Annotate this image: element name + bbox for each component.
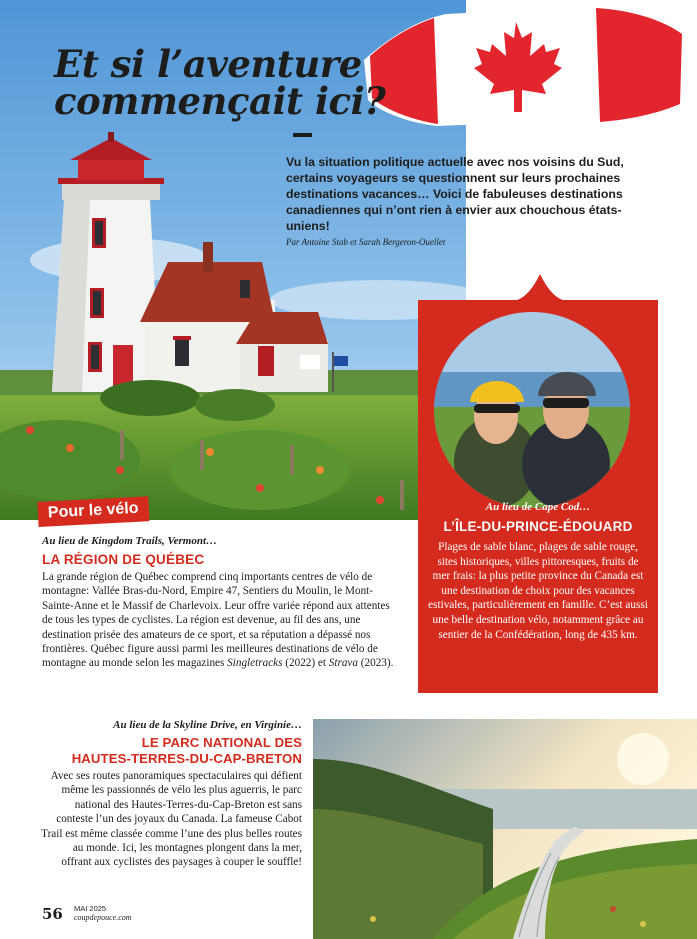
intro-paragraph: Vu la situation politique actuelle avec nos voisins du Sud, certains voyageurs se questionnent sur leurs prochaines destinations vacances… Voici de fabuleuses destinations canadiennes qui n’ont rien à envier aux chouchous états-uniens! bbox=[286, 155, 624, 233]
byline: Par Antoine Stab et Sarah Bergeron-Ouellet bbox=[286, 237, 446, 247]
headline-line-2: commençait ici? bbox=[54, 79, 386, 123]
pei-kicker: Au lieu de Cape Cod… bbox=[485, 501, 591, 513]
magazine-singletracks: Singletracks bbox=[227, 657, 283, 670]
capbreton-heading-line-2: HAUTES-TERRES-DU-CAP-BRETON bbox=[71, 751, 302, 766]
capbreton-heading-line-1: LE PARC NATIONAL DES bbox=[141, 735, 302, 750]
section-tag-velo: Pour le vélo bbox=[37, 496, 149, 527]
quebec-body-year2: (2023). bbox=[358, 657, 394, 670]
pei-heading: L’ÎLE-DU-PRINCE-ÉDOUARD bbox=[443, 519, 633, 534]
quebec-heading: LA RÉGION DE QUÉBEC bbox=[42, 552, 205, 567]
article-headline bbox=[54, 42, 414, 123]
headline-line-1: Et si l’aventure bbox=[54, 42, 362, 86]
headline-dash-divider bbox=[293, 133, 312, 137]
quebec-body-text: La grande région de Québec comprend cinq importants centres de vélo de montagne: Vallée Bras-du-Nord, Empire 47, Sentiers du Moulin, le Mont-Sainte-Anne et le Massif de Charlevoix. Leur offre variée répond aux attentes de tous les types de cyclistes. La région est devenue, au fil des ans, une destination prisée des amateurs de ce sport, et sa réputation a dépassé nos frontières. Québec figure aussi parmi les meilleures destinations de vélo de montagne au monde selon les magazines bbox=[42, 571, 390, 670]
quebec-kicker: Au lieu de Kingdom Trails, Vermont… bbox=[42, 535, 218, 547]
website-link[interactable]: coupdepouce.com bbox=[74, 913, 132, 922]
quebec-body bbox=[42, 570, 402, 671]
capbreton-heading bbox=[40, 735, 302, 767]
capbreton-kicker: Au lieu de la Skyline Drive, en Virginie… bbox=[113, 719, 302, 731]
quebec-body-year1: (2022) et bbox=[282, 657, 329, 670]
issue-date: MAI 2025 bbox=[74, 904, 107, 913]
cape-breton-coast-photo bbox=[313, 719, 697, 939]
cyclists-portrait-photo bbox=[434, 312, 630, 508]
page-number: 56 bbox=[42, 905, 63, 923]
capbreton-body: Avec ses routes panoramiques spectaculaires qui défient même les passionnés de vélo les plus aguerris, le parc national des Hautes-Terres-du-Cap-Breton est sans conteste l’un des joyaux du Canada. La fameuse Cabot Trail est même classée comme l’une des plus belles routes au monde. Ici, les montagnes plongent dans la mer, offrant aux cyclistes des paysages à couper le souffle! bbox=[41, 770, 302, 869]
pei-body: Plages de sable blanc, plages de sable rouge, sites historiques, villes pittoresques, fruits de mer frais: la plus petite province du Canada est une destination de choix pour des vacances estivales, particulièrement en famille. C’est aussi une belle destination vélo, notamment grâce au sentier de la Confédération, long de 435 km. bbox=[428, 541, 648, 641]
magazine-strava: Strava bbox=[328, 657, 358, 670]
